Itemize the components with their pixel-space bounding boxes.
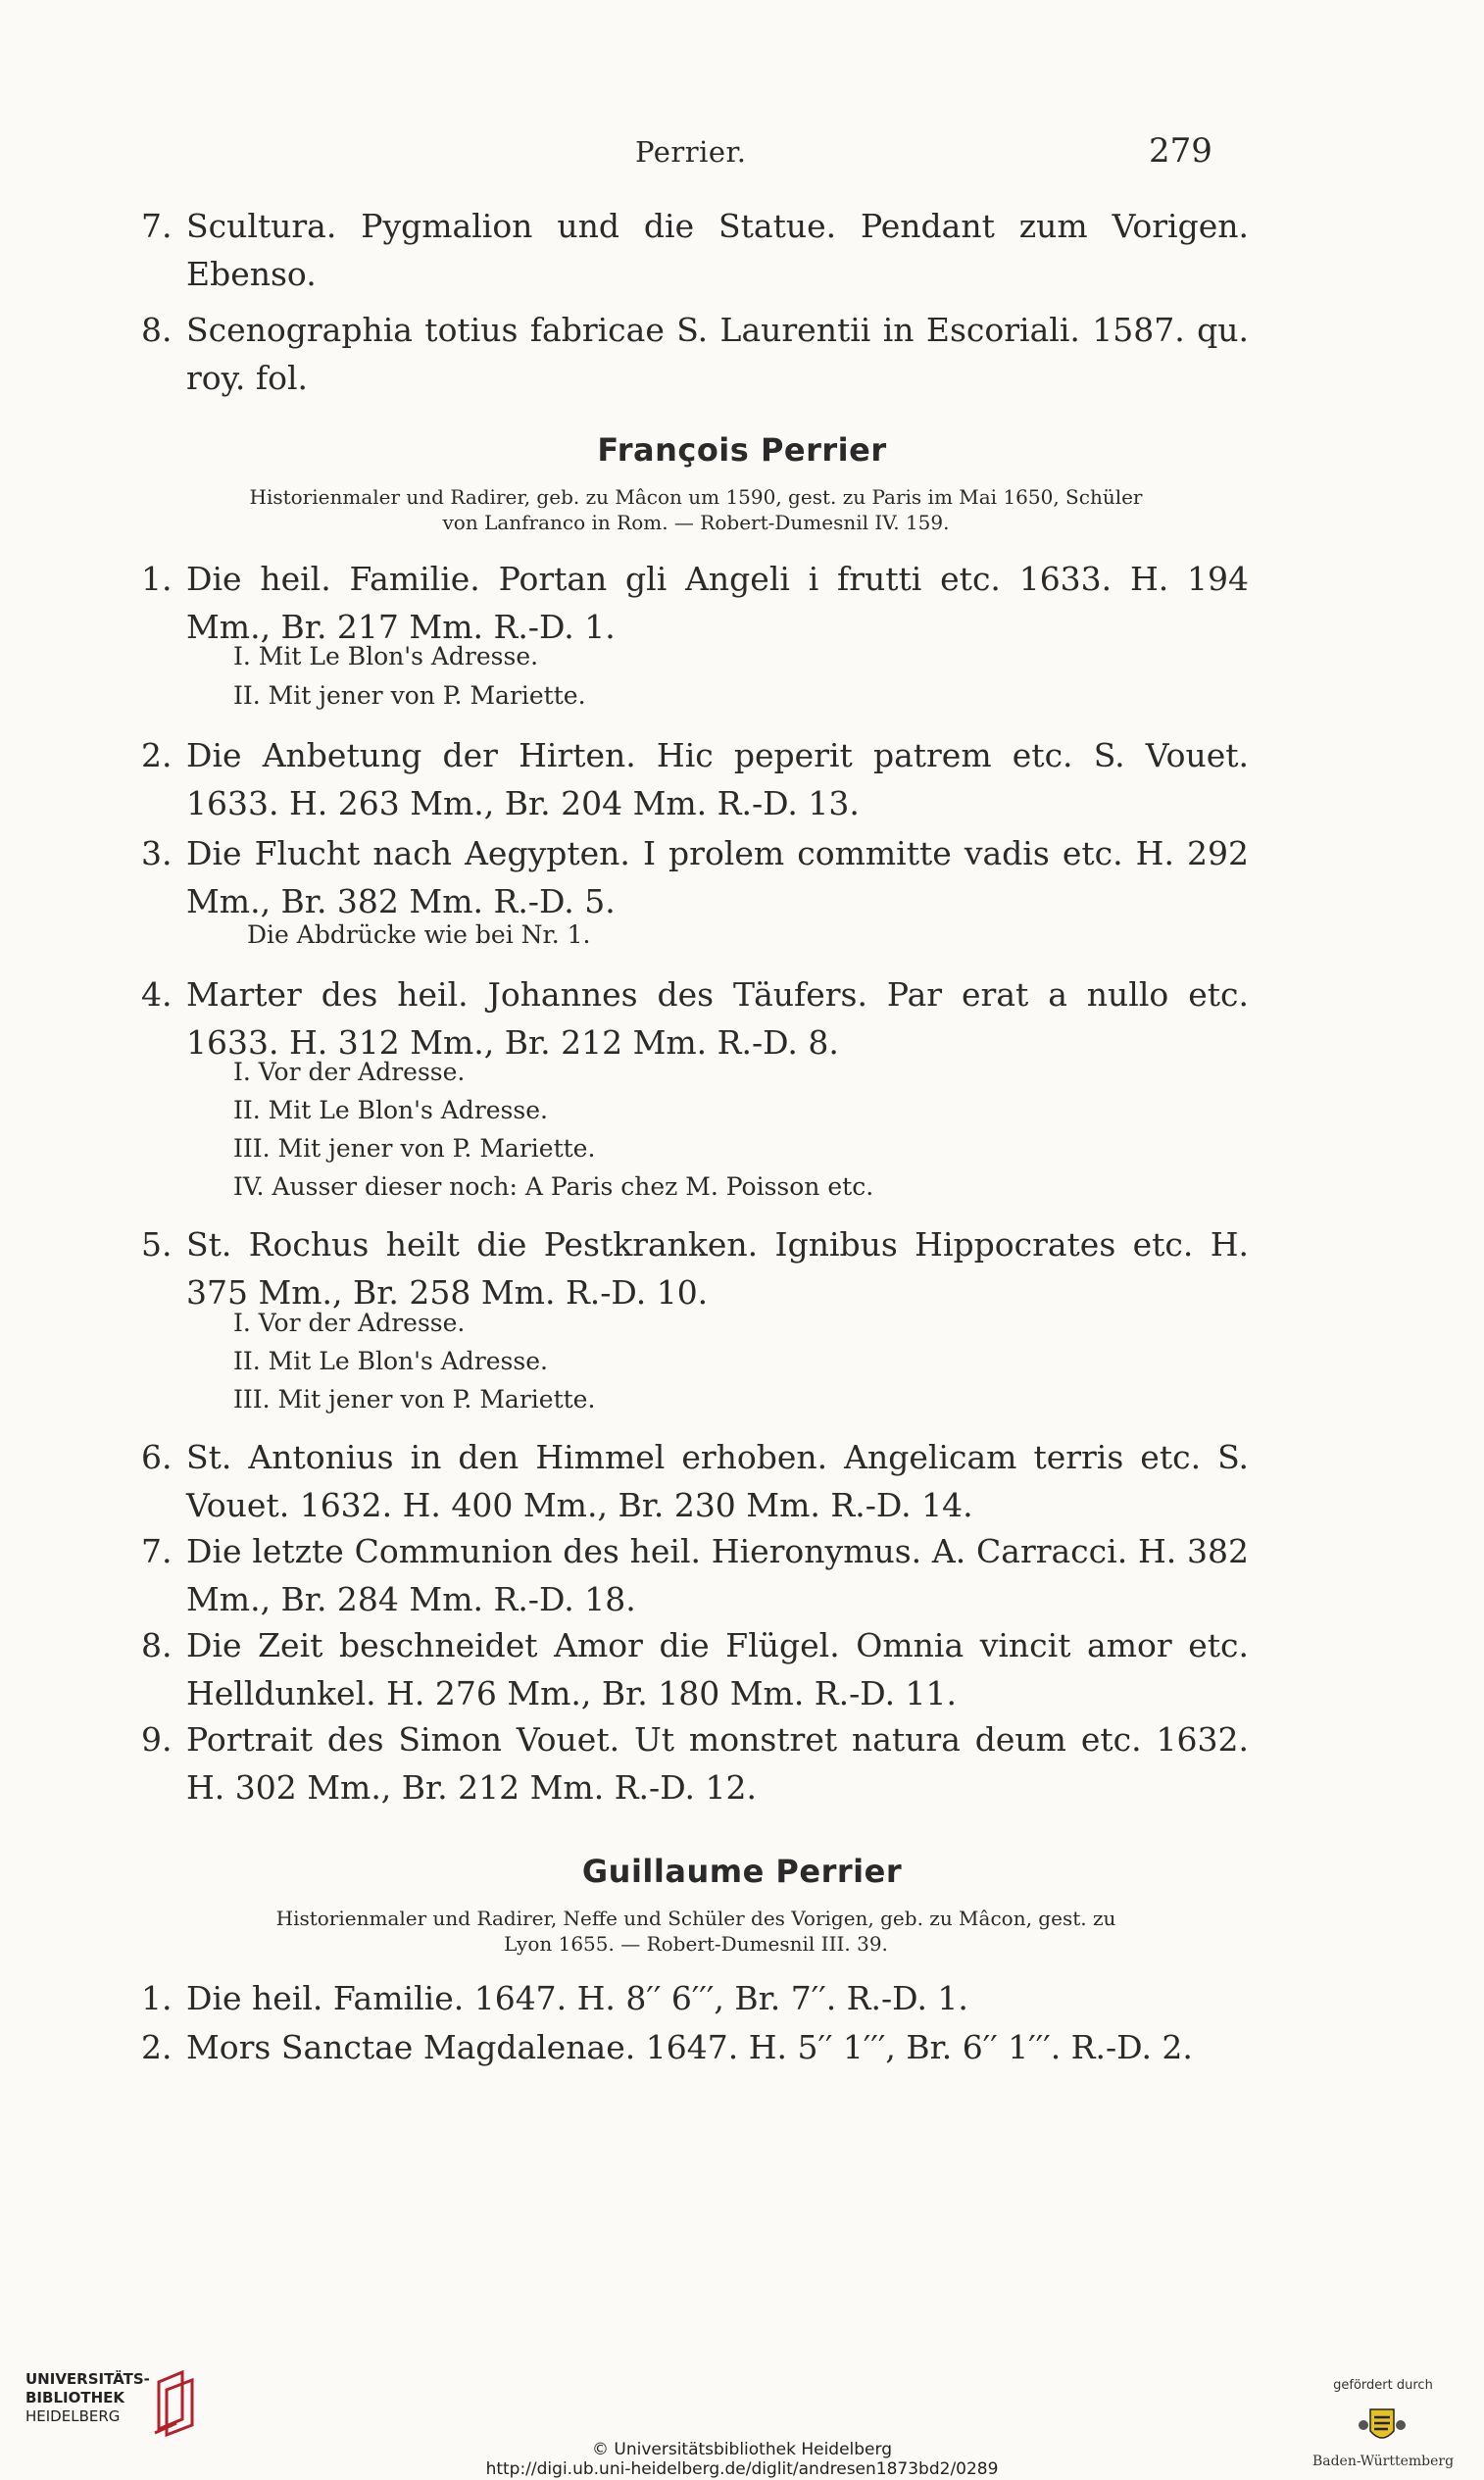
entry-francois-8 [141, 1621, 1249, 1717]
bio-line: Lyon 1655. — Robert-Dumesnil III. 39. [504, 1932, 888, 1956]
bio-guillaume [176, 1906, 1215, 1957]
state-line: II. Mit jener von P. Mariette. [233, 681, 586, 710]
entry-intro-7 [141, 202, 1249, 298]
sponsor-block [1290, 2378, 1476, 2469]
entry-number: 9. [141, 1720, 173, 1759]
logo-text-line3: HEIDELBERG [25, 2407, 121, 2425]
note-line: Die Abdrücke wie bei Nr. 1. [247, 920, 591, 949]
entry-text: Scultura. Pygmalion und die Statue. Pendant zum Vorigen. Ebenso. [186, 207, 1249, 293]
running-head: Perrier. [635, 135, 747, 169]
bio-line: Historienmaler und Radirer, Neffe und Schüler des Vorigen, geb. zu Mâcon, gest. zu [275, 1907, 1116, 1930]
section-heading-guillaume: Guillaume Perrier [581, 1853, 903, 1890]
entry-guillaume-2 [141, 2023, 1249, 2071]
page-number: 279 [1149, 131, 1212, 171]
state-line: I. Vor der Adresse. [233, 1058, 466, 1086]
entry-text: Portrait des Simon Vouet. Ut monstret natura deum etc. 1632. H. 302 Mm., Br. 212 Mm. R.-D. 12. [186, 1720, 1249, 1807]
entry-number: 7. [141, 1532, 173, 1570]
entry-number: 6. [141, 1438, 173, 1476]
state-line: II. Mit Le Blon's Adresse. [233, 1347, 548, 1375]
entry-francois-9 [141, 1715, 1249, 1811]
entry-text: Scenographia totius fabricae S. Laurentii in Escoriali. 1587. qu. roy. fol. [186, 311, 1249, 397]
entry-francois-7 [141, 1527, 1249, 1623]
logo-text-line1: UNIVERSITÄTS- [25, 2370, 150, 2388]
entry-text: St. Rochus heilt die Pestkranken. Ignibus Hippocrates etc. H. 375 Mm., Br. 258 Mm. R.-D. 10. [186, 1225, 1249, 1312]
entry-text: St. Antonius in den Himmel erhoben. Angelicam terris etc. S. Vouet. 1632. H. 400 Mm., Br. 230 Mm. R.-D. 14. [186, 1438, 1249, 1524]
entry-number: 7. [141, 207, 173, 245]
state-line: II. Mit Le Blon's Adresse. [233, 1096, 548, 1124]
sponsor-name: Baden-Württemberg [1311, 2454, 1455, 2469]
entry-number: 8. [141, 1626, 173, 1664]
entry-francois-6 [141, 1433, 1249, 1529]
bio-line: Historienmaler und Radirer, geb. zu Mâcon um 1590, gest. zu Paris im Mai 1650, Schüler [249, 485, 1143, 509]
entry-number: 3. [141, 834, 173, 872]
entry-text: Die Anbetung der Hirten. Hic peperit patrem etc. S. Vouet. 1633. H. 263 Mm., Br. 204 Mm. R.-D. 13. [186, 736, 1249, 822]
entry-text: Die Flucht nach Aegypten. I prolem committe vadis etc. H. 292 Mm., Br. 382 Mm. R.-D. 5. [186, 834, 1249, 920]
entry-text: Mors Sanctae Magdalenae. 1647. H. 5′′ 1′′′, Br. 6′′ 1′′′. R.-D. 2. [186, 2028, 1193, 2066]
copyright-text: © Universitätsbibliothek Heidelberg [591, 2440, 892, 2459]
entry-number: 4. [141, 975, 173, 1014]
source-url-link[interactable]: http://digi.ub.uni-heidelberg.de/diglit/andresen1873bd2/0289 [485, 2459, 999, 2479]
bio-line: von Lanfranco in Rom. — Robert-Dumesnil IV. 159. [442, 511, 950, 534]
entry-number: 1. [141, 1979, 173, 2017]
entry-text: Marter des heil. Johannes des Täufers. Par erat a nullo etc. 1633. H. 312 Mm., Br. 212 Mm. R.-D. 8. [186, 975, 1249, 1062]
entry-number: 2. [141, 736, 173, 774]
entry-text: Die letzte Communion des heil. Hieronymus. A. Carracci. H. 382 Mm., Br. 284 Mm. R.-D. 18. [186, 1532, 1249, 1618]
entry-francois-5 [141, 1220, 1249, 1316]
state-line: IV. Ausser dieser noch: A Paris chez M. Poisson etc. [233, 1172, 874, 1201]
entry-text: Die heil. Familie. 1647. H. 8′′ 6′′′, Br. 7′′. R.-D. 1. [186, 1979, 968, 2017]
state-line: I. Vor der Adresse. [233, 1309, 466, 1337]
entry-intro-8 [141, 306, 1249, 402]
entry-number: 2. [141, 2028, 173, 2066]
entry-francois-3 [141, 829, 1249, 925]
bio-francois [176, 484, 1215, 535]
entry-text: Die heil. Familie. Portan gli Angeli i frutti etc. 1633. H. 194 Mm., Br. 217 Mm. R.-D. 1. [186, 560, 1249, 646]
entry-number: 1. [141, 560, 173, 598]
entry-number: 5. [141, 1225, 173, 1264]
library-mark-icon [153, 2370, 196, 2439]
logo-text-line2: BIBLIOTHEK [25, 2389, 124, 2406]
section-heading-francois: François Perrier [597, 431, 887, 469]
sponsor-label: gefördert durch [1333, 2378, 1433, 2393]
coat-of-arms-icon [1357, 2406, 1408, 2449]
entry-guillaume-1 [141, 1974, 1249, 2022]
state-line: I. Mit Le Blon's Adresse. [233, 642, 539, 670]
entry-number: 8. [141, 311, 173, 349]
entry-francois-2 [141, 731, 1249, 827]
state-line: III. Mit jener von P. Mariette. [233, 1134, 596, 1163]
state-line: III. Mit jener von P. Mariette. [233, 1385, 596, 1414]
entry-text: Die Zeit beschneidet Amor die Flügel. Omnia vincit amor etc. Helldunkel. H. 276 Mm., Br. 180 Mm. R.-D. 11. [186, 1626, 1249, 1712]
